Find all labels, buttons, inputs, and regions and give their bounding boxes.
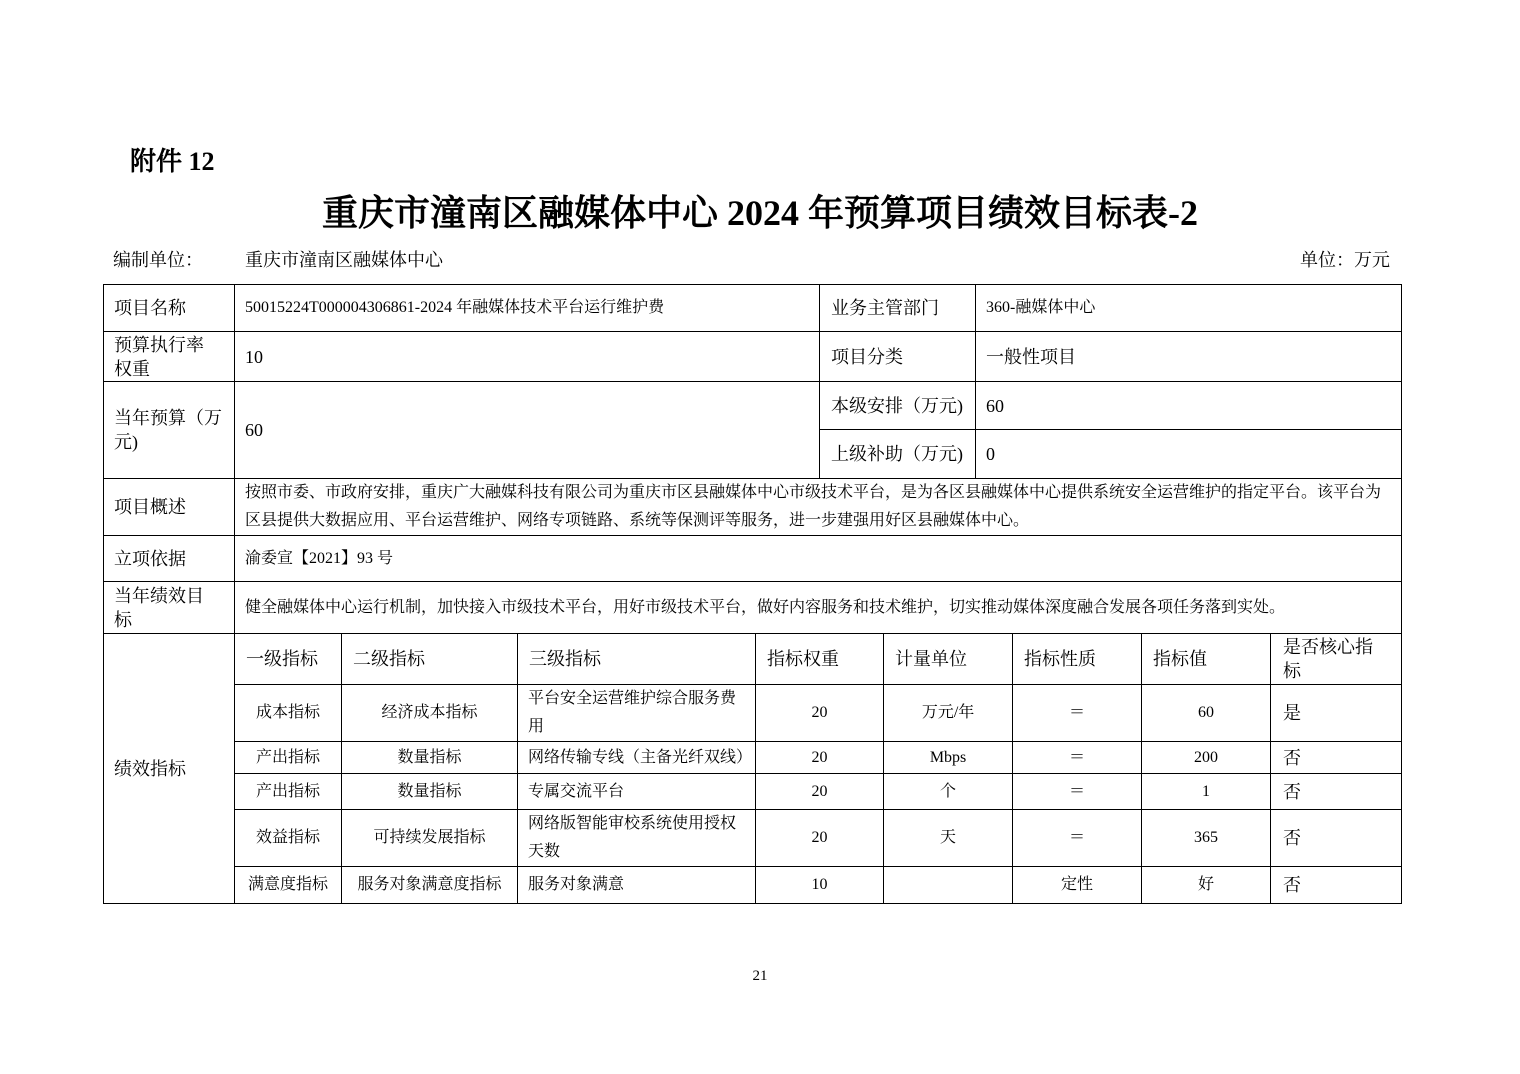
indicator-level1: 产出指标	[235, 774, 342, 810]
indicator-nature: ＝	[1013, 685, 1142, 742]
column-header-level2: 二级指标	[342, 634, 518, 685]
basis-value: 渝委宣【2021】93 号	[235, 536, 1402, 582]
column-header-level1: 一级指标	[235, 634, 342, 685]
execution-weight-value: 10	[235, 332, 820, 382]
column-header-nature: 指标性质	[1013, 634, 1142, 685]
indicator-level2: 可持续发展指标	[342, 810, 518, 867]
indicator-level2: 服务对象满意度指标	[342, 867, 518, 904]
table-row	[104, 867, 1402, 904]
indicator-weight: 20	[756, 742, 884, 774]
department-value: 360-融媒体中心	[976, 285, 1402, 332]
basis-label: 立项依据	[104, 536, 235, 582]
indicator-header-row	[104, 634, 1402, 685]
indicator-level3: 服务对象满意	[518, 867, 756, 904]
indicator-level1: 效益指标	[235, 810, 342, 867]
execution-weight-label: 预算执行率权重	[104, 332, 235, 382]
overview-label: 项目概述	[104, 479, 235, 536]
indicator-value: 1	[1142, 774, 1271, 810]
page-number: 21	[752, 968, 768, 984]
performance-target-table	[103, 284, 1402, 904]
currency-unit: 单位：万元	[1300, 250, 1390, 270]
indicator-weight: 10	[756, 867, 884, 904]
department-label: 业务主管部门	[820, 285, 976, 332]
indicator-core: 否	[1271, 867, 1402, 904]
indicator-level3: 专属交流平台	[518, 774, 756, 810]
table-row-basis	[104, 536, 1402, 582]
indicator-nature: 定性	[1013, 867, 1142, 904]
goal-label: 当年绩效目标	[104, 582, 235, 634]
indicator-level2: 经济成本指标	[342, 685, 518, 742]
indicator-unit: 天	[884, 810, 1013, 867]
indicator-level3: 网络版智能审校系统使用授权天数	[518, 810, 756, 867]
indicator-level2: 数量指标	[342, 774, 518, 810]
indicator-level2: 数量指标	[342, 742, 518, 774]
indicator-weight: 20	[756, 685, 884, 742]
superior-subsidy-value: 0	[976, 430, 1402, 479]
table-row-goal	[104, 582, 1402, 634]
compiling-unit-name: 重庆市潼南区融媒体中心	[245, 250, 443, 270]
indicator-value: 200	[1142, 742, 1271, 774]
indicator-value: 365	[1142, 810, 1271, 867]
table-row	[104, 742, 1402, 774]
column-header-level3: 三级指标	[518, 634, 756, 685]
table-row-overview	[104, 479, 1402, 536]
indicator-level3: 平台安全运营维护综合服务费用	[518, 685, 756, 742]
column-header-value: 指标值	[1142, 634, 1271, 685]
indicator-value: 60	[1142, 685, 1271, 742]
indicator-value: 好	[1142, 867, 1271, 904]
column-header-unit: 计量单位	[884, 634, 1013, 685]
indicator-core: 是	[1271, 685, 1402, 742]
table-row-budget	[104, 382, 1402, 430]
column-header-core: 是否核心指标	[1271, 634, 1402, 685]
column-header-weight: 指标权重	[756, 634, 884, 685]
local-arrangement-value: 60	[976, 382, 1402, 430]
indicator-level1: 产出指标	[235, 742, 342, 774]
table-row	[104, 685, 1402, 742]
indicator-unit: 万元/年	[884, 685, 1013, 742]
table-row-project-name	[104, 285, 1402, 332]
overview-value: 按照市委、市政府安排，重庆广大融媒科技有限公司为重庆市区县融媒体中心市级技术平台，是为各区县融媒体中心提供系统安全运营维护的指定平台。该平台为区县提供大数据应用、平台运营维护、网络专项链路、系统等保测评等服务，进一步建强用好区县融媒体中心。	[235, 479, 1402, 536]
indicator-level3: 网络传输专线（主备光纤双线）	[518, 742, 756, 774]
project-name-label: 项目名称	[104, 285, 235, 332]
indicator-level1: 成本指标	[235, 685, 342, 742]
goal-value: 健全融媒体中心运行机制，加快接入市级技术平台，用好市级技术平台，做好内容服务和技术维护，切实推动媒体深度融合发展各项任务落到实处。	[235, 582, 1402, 634]
project-name-value: 50015224T000004306861-2024 年融媒体技术平台运行维护费	[235, 285, 820, 332]
table-row-weight	[104, 332, 1402, 382]
indicator-core: 否	[1271, 742, 1402, 774]
table-row	[104, 774, 1402, 810]
category-label: 项目分类	[820, 332, 976, 382]
table-row	[104, 810, 1402, 867]
indicator-core: 否	[1271, 774, 1402, 810]
indicators-section-label: 绩效指标	[104, 634, 235, 904]
indicator-core: 否	[1271, 810, 1402, 867]
annual-budget-label: 当年预算（万元)	[104, 382, 235, 479]
superior-subsidy-label: 上级补助（万元)	[820, 430, 976, 479]
compiling-unit-label: 编制单位：	[113, 250, 203, 270]
indicator-unit	[884, 867, 1013, 904]
indicator-unit: 个	[884, 774, 1013, 810]
attachment-number: 附件 12	[130, 147, 215, 176]
indicator-weight: 20	[756, 810, 884, 867]
indicator-unit: Mbps	[884, 742, 1013, 774]
page-title: 重庆市潼南区融媒体中心 2024 年预算项目绩效目标表-2	[322, 193, 1198, 233]
indicator-nature: ＝	[1013, 810, 1142, 867]
indicator-level1: 满意度指标	[235, 867, 342, 904]
indicator-nature: ＝	[1013, 742, 1142, 774]
annual-budget-value: 60	[235, 382, 820, 479]
category-value: 一般性项目	[976, 332, 1402, 382]
indicator-weight: 20	[756, 774, 884, 810]
local-arrangement-label: 本级安排（万元)	[820, 382, 976, 430]
indicator-nature: ＝	[1013, 774, 1142, 810]
